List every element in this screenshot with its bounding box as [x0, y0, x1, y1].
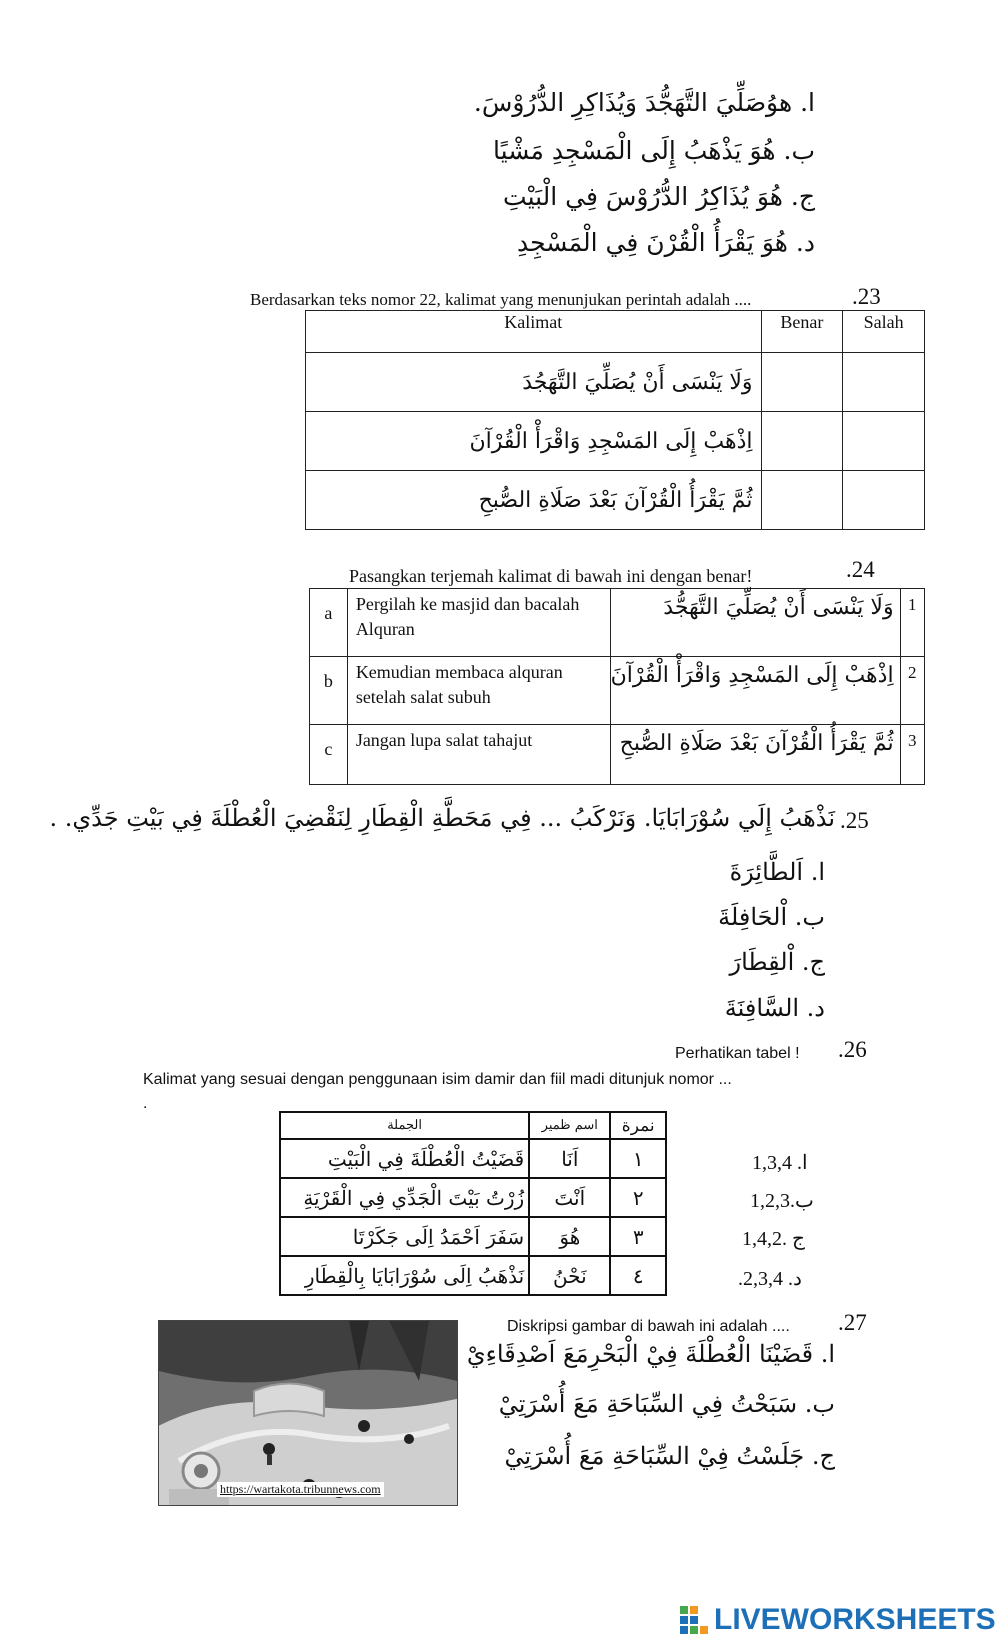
- q24-table: [309, 588, 925, 785]
- q26-option-a[interactable]: 1,3,4 .ا: [752, 1152, 808, 1174]
- q25-question: نَذْهَبُ إِلَي سُوْرَابَايَا. وَنَرْكَبُ ... فِي مَحَطَّةِ الْقِطَارِ لِنَقْضِيَ الْعُطْلَةَ فِي بَيْتِ جَدِّي. .: [49, 804, 835, 832]
- q26-number: .26: [838, 1037, 867, 1062]
- q24-row-1-arabic[interactable]: وَلَا يَنْسَى أَنْ يُصَلِّيَ التَّهَجُّدَ: [610, 589, 900, 657]
- q27-question: Diskripsi gambar di bawah ini adalah ....: [507, 1318, 790, 1335]
- q22-option-c[interactable]: ج. هُوَ يُذَاكِرُ الدُّرُوْسَ فِي الْبَيْتِ: [503, 182, 815, 211]
- liveworksheets-logo: [680, 1604, 996, 1636]
- q26-table: [279, 1111, 667, 1296]
- q26-row-2-sentence: زُرْتُ بَيْتَ الْجَدِّي فِي الْقَرْيَةِ: [280, 1178, 529, 1217]
- q23-row-3-salah-cell[interactable]: [843, 471, 925, 530]
- q23-row-1-salah-cell[interactable]: [843, 353, 925, 412]
- q23-row-3-benar-cell[interactable]: [761, 471, 843, 530]
- q24-number: .24: [846, 557, 875, 582]
- q26-stray-dot: .: [143, 1095, 148, 1112]
- q22-option-a[interactable]: ا. هوُصَلِّيَ التَّهَجُّدَ وَيُذَاكِرِ الدُّرُوْسَ.: [473, 88, 815, 117]
- q27-option-a[interactable]: ا. قَضَيْنَا الْعُطْلَةَ فِيْ الْبَحْرِمَعَ اَصْدِقَاءِيْ: [466, 1340, 835, 1368]
- q25-number: .25: [840, 808, 869, 833]
- q27-image-caption: https://wartakota.tribunnews.com: [217, 1482, 384, 1497]
- q25-option-d[interactable]: د. السَّافِنَةَ: [724, 994, 825, 1022]
- q27-number: .27: [838, 1310, 867, 1335]
- q24-row-3-arabic[interactable]: ثُمَّ يَقْرَأُ الْقُرْآنَ بَعْدَ صَلَاةِ الصُّبحِ: [610, 725, 900, 785]
- q24-row-c-translation[interactable]: Jangan lupa salat tahajut: [347, 725, 610, 785]
- q22-option-b[interactable]: ب. هُوَ يَذْهَبُ إِلَى الْمَسْجِدِ مَشْيًا: [493, 136, 815, 165]
- q26-instruction: Perhatikan tabel !: [675, 1045, 800, 1062]
- q26-row-3-number: ٣: [610, 1217, 666, 1256]
- q24-row-b-translation[interactable]: Kemudian membaca alquran setelah salat subuh: [347, 657, 610, 725]
- q26-row-3-pronoun: هُوَ: [529, 1217, 610, 1256]
- q24-row-a-translation[interactable]: Pergilah ke masjid dan bacalah Alquran: [347, 589, 610, 657]
- q27-option-b[interactable]: ب. سَبَحْتُ فِي السِّبَاحَةِ مَعَ أُسْرَتِيْ: [498, 1390, 835, 1418]
- q23-number: .23: [852, 284, 881, 309]
- q26-row-2-number: ٢: [610, 1178, 666, 1217]
- logo-grid-icon: [680, 1606, 710, 1634]
- q23-row-1-benar-cell[interactable]: [761, 353, 843, 412]
- logo-text: LIVEWORKSHEETS: [714, 1603, 996, 1636]
- q26-row-4-sentence: نَذْهَبُ اِلَى سُوْرَابَايَا بِالْقِطَارِ: [280, 1256, 529, 1295]
- q25-option-c[interactable]: ج. اْلقِطَارَ: [729, 948, 825, 976]
- q25-option-b[interactable]: ب. اْلحَافِلَةَ: [718, 903, 825, 931]
- q24-row-2-arabic[interactable]: اِذْهَبْ إِلَى المَسْجِدِ وَاقْرَأْ الْقُرْآنَ: [610, 657, 900, 725]
- q26-header-pronoun: اسم ظمير: [529, 1112, 610, 1139]
- q27-option-c[interactable]: ج. جَلَسْتُ فِيْ السِّبَاحَةِ مَعَ أُسْرَتِيْ: [504, 1442, 835, 1470]
- q24-row-3-number: 3: [900, 725, 924, 785]
- q26-row-2-pronoun: اَنْتَ: [529, 1178, 610, 1217]
- q23-row-2-sentence: اِذْهَبْ إِلَى المَسْجِدِ وَاقْرَأْ الْقُرْآنَ: [306, 412, 762, 471]
- q26-row-1-number: ١: [610, 1139, 666, 1178]
- q26-option-c[interactable]: 1,4,2. ج: [742, 1228, 805, 1250]
- q26-option-b[interactable]: 1,2,3.ب: [750, 1190, 814, 1212]
- q24-row-b-letter: b: [310, 657, 348, 725]
- q23-row-2-salah-cell[interactable]: [843, 412, 925, 471]
- q26-row-4-number: ٤: [610, 1256, 666, 1295]
- q26-row-1-pronoun: اَنَا: [529, 1139, 610, 1178]
- q23-question: Berdasarkan teks nomor 22, kalimat yang menunjukan perintah adalah ....: [250, 290, 752, 309]
- q23-row-1-sentence: وَلَا يَنْسَى أَنْ يُصَلِّيَ التَّهَجُدَ: [306, 353, 762, 412]
- q27-swimming-pool-photo: [158, 1320, 458, 1506]
- pool-scene-illustration: [159, 1321, 457, 1505]
- q23-header-benar: Benar: [761, 311, 843, 353]
- q23-header-salah: Salah: [843, 311, 925, 353]
- q23-row-3-sentence: ثُمَّ يَقْرَأُ الْقُرْآنَ بَعْدَ صَلَاةِ الصُّبحِ: [306, 471, 762, 530]
- q24-row-c-letter: c: [310, 725, 348, 785]
- q26-question: Kalimat yang sesuai dengan penggunaan isim damir dan fiil madi ditunjuk nomor ...: [143, 1071, 732, 1088]
- q24-row-2-number: 2: [900, 657, 924, 725]
- q26-row-1-sentence: قَضَيْتُ الْعُطْلَةَ فِي الْبَيْتِ: [280, 1139, 529, 1178]
- q22-option-d[interactable]: د. هُوَ يَقْرَأُ الْقُرْنَ فِي الْمَسْجِدِ: [517, 228, 815, 257]
- q25-option-a[interactable]: ا. اَلطَّائِرَةَ: [729, 858, 825, 886]
- q24-row-a-letter: a: [310, 589, 348, 657]
- q26-option-d[interactable]: .2,3,4 .د: [738, 1268, 802, 1290]
- q23-table: [305, 310, 925, 530]
- q26-row-4-pronoun: نَحْنُ: [529, 1256, 610, 1295]
- q26-row-3-sentence: سَفَرَ اَحْمَدُ اِلَى جَكَرْتَا: [280, 1217, 529, 1256]
- q24-row-1-number: 1: [900, 589, 924, 657]
- q26-header-number: نمرة: [610, 1112, 666, 1139]
- q24-question: Pasangkan terjemah kalimat di bawah ini dengan benar!: [349, 566, 753, 586]
- q23-row-2-benar-cell[interactable]: [761, 412, 843, 471]
- q26-header-sentence: الجملة: [280, 1112, 529, 1139]
- q23-header-kalimat: Kalimat: [306, 311, 762, 353]
